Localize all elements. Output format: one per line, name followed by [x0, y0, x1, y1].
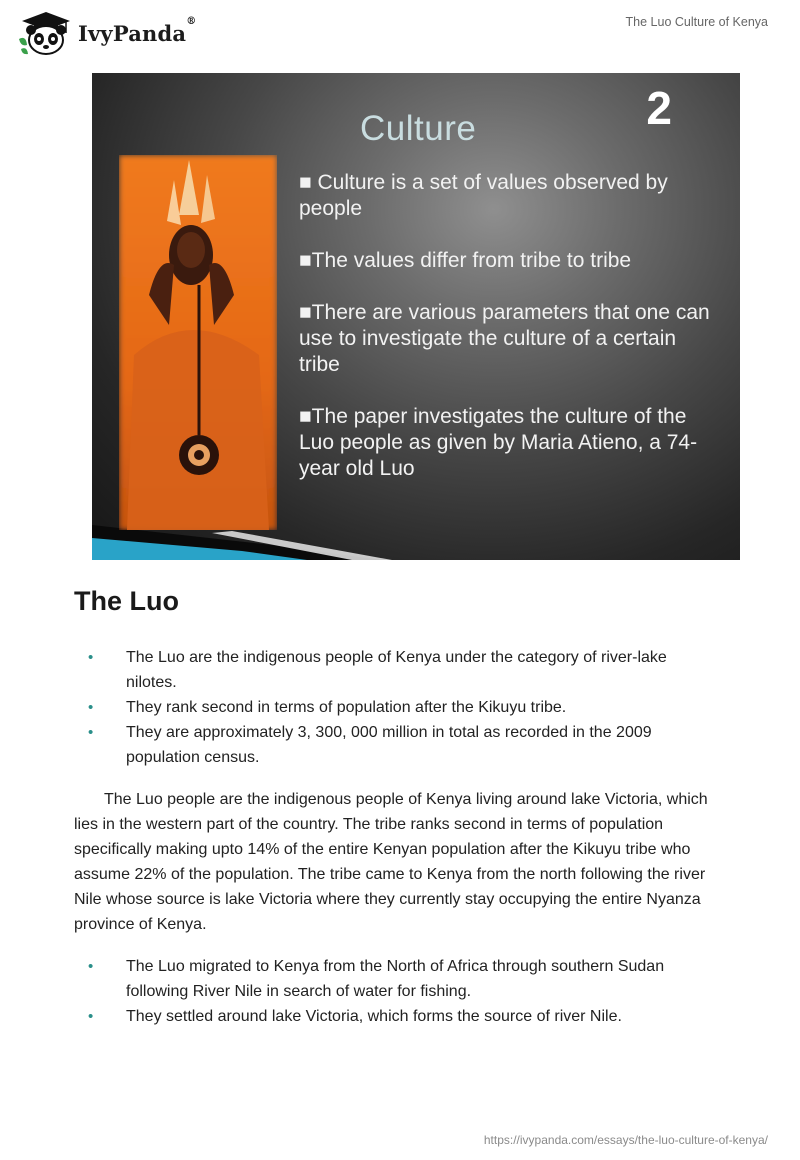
slide-number: 2 [646, 82, 672, 134]
bullet-dot-icon: • [88, 724, 94, 741]
bullet-dot-icon: • [88, 699, 94, 716]
bullet-list-migration [74, 954, 714, 1029]
list-item-text: The Luo migrated to Kenya from the North of Africa through southern Sudan following River Nile in search of water for fishing. [126, 958, 665, 1000]
slide-bullet: ■ Culture is a set of values observed by people [299, 171, 668, 220]
list-item-text: They rank second in terms of population after the Kikuyu tribe. [126, 699, 567, 716]
list-item-text: They settled around lake Victoria, which forms the source of river Nile. [126, 1008, 622, 1025]
brand-name-text: IvyPanda [78, 21, 187, 46]
slide-title: Culture [360, 109, 477, 148]
bullet-dot-icon: • [88, 958, 94, 975]
bullet-dot-icon: • [88, 1008, 94, 1025]
body-paragraph: The Luo people are the indigenous people of Kenya living around lake Victoria, which lies in the western part of the country. The tribe ranks second in terms of population specifically making upto 14% of the entire Kenyan population after the Kikuyu tribe who assume 22% of the population. The tribe came to Kenya from the north following the river Nile whose source is lake Victoria where they currently stay occupying the entire Nyanza province of Kenya. [74, 791, 708, 933]
slide-bullet-list [299, 170, 719, 508]
list-item [74, 954, 714, 1004]
registered-mark: ® [186, 16, 197, 27]
ivypanda-logo-icon[interactable] [16, 9, 74, 57]
tribal-dancer-photo [119, 155, 277, 530]
brand-name[interactable] [78, 16, 197, 46]
list-item [74, 1004, 714, 1029]
document-title: The Luo Culture of Kenya [625, 15, 768, 29]
presentation-slide-image [92, 73, 740, 560]
list-item [74, 645, 714, 695]
section-heading: The Luo [74, 586, 179, 616]
list-item [74, 720, 714, 770]
list-item-text: The Luo are the indigenous people of Kenya under the category of river-lake nilotes. [126, 649, 667, 691]
bullet-list-facts [74, 645, 714, 770]
slide-bullet: ■There are various parameters that one can use to investigate the culture of a certain tribe [299, 301, 710, 376]
slide-bullet: ■The paper investigates the culture of the Luo people as given by Maria Atieno, a 74-year old Luo [299, 405, 698, 480]
bullet-dot-icon: • [88, 649, 94, 666]
list-item-text: They are approximately 3, 300, 000 million in total as recorded in the 2009 population census. [126, 724, 652, 766]
list-item [74, 695, 714, 720]
slide-bullet: ■The values differ from tribe to tribe [299, 249, 632, 272]
page-header [0, 0, 800, 60]
source-url-link[interactable]: https://ivypanda.com/essays/the-luo-culture-of-kenya/ [483, 1133, 768, 1147]
